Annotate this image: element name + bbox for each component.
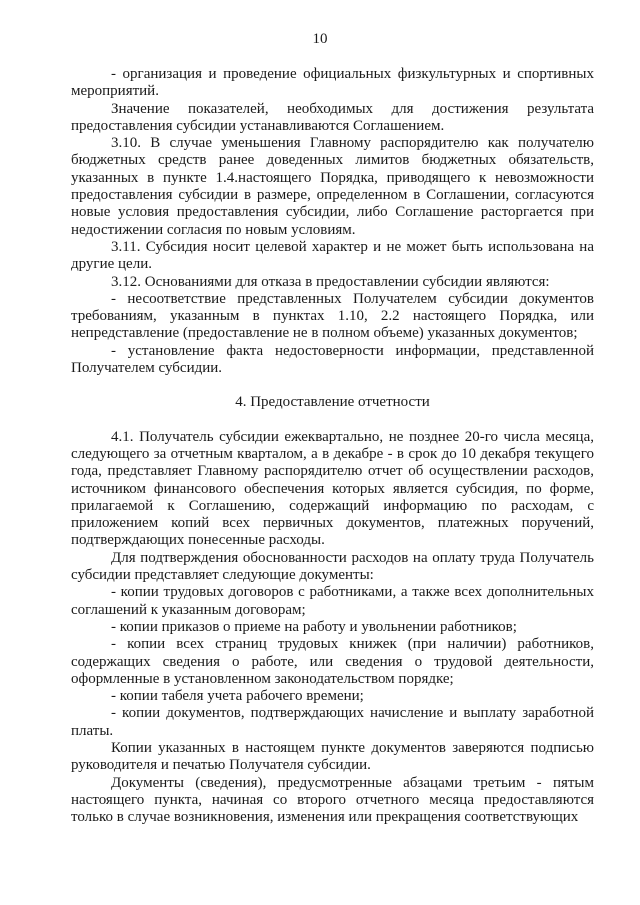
- paragraph: 3.10. В случае уменьшения Главному распорядителю как получателю бюджетных средств ранее доведенных лимитов бюджетных обязательств, указанных в пункте 1.4.настоящего Порядка, приводящего к невозможности предоставления субсидии в размере, определенном в Соглашении, согласуются новые условия предоставления субсидии, либо Соглашение расторгается при недостижении согласия по новым условиям.: [71, 135, 594, 238]
- paragraph: 3.12. Основаниями для отказа в предоставлении субсидии являются:: [111, 273, 550, 290]
- paragraph: - установление факта недостоверности информации, представленной Получателем субсидии.: [71, 342, 594, 377]
- paragraph: - организация и проведение официальных физкультурных и спортивных мероприятий.: [71, 66, 594, 100]
- paragraph: Документы (сведения), предусмотренные абзацами третьим - пятым настоящего пункта, начиная со второго отчетного месяца предоставляются только в случае возникновения, изменения или прекращения соответствующих: [71, 774, 594, 826]
- paragraph: - копии всех страниц трудовых книжек (при наличии) работников, содержащих сведения о работе, или сведения о трудовой деятельности, оформленные в установленном законодательством порядке;: [71, 636, 594, 687]
- paragraph: Значение показателей, необходимых для достижения результата предоставления субсидии устанавливаются Соглашением.: [71, 100, 594, 134]
- paragraph: Копии указанных в настоящем пункте документов заверяются подписью руководителя и печатью Получателя субсидии.: [71, 739, 594, 774]
- page-number: 10: [312, 31, 328, 47]
- paragraph: - копии документов, подтверждающих начисление и выплату заработной платы.: [71, 705, 594, 739]
- document-body: [71, 66, 594, 826]
- paragraph: Для подтверждения обоснованности расходов на оплату труда Получатель субсидии представляет следующие документы:: [71, 549, 594, 584]
- paragraph: - несоответствие представленных Получателем субсидии документов требованиям, указанным в пунктах 1.10, 2.2 настоящего Порядка, или непредставление (предоставление не в полном объеме) указанных документов;: [71, 290, 594, 342]
- paragraph: - копии табеля учета рабочего времени;: [111, 688, 364, 705]
- paragraph: - копии трудовых договоров с работниками, а также всех дополнительных соглашений к указанным договорам;: [71, 584, 594, 618]
- paragraph: 4.1. Получатель субсидии ежеквартально, не позднее 20-го числа месяца, следующего за отчетным кварталом, а в декабре - в срок до 10 декабря текущего года, представляет Главному распорядителю отчет об осуществлении расходов, источником финансового обеспечения которых является субсидия, по форме, прилагаемой к Соглашению, содержащий информацию по расходам, с приложением копий всех первичных документов, платежных поручений, подтверждающих понесенные расходы.: [71, 428, 594, 549]
- paragraph: 3.11. Субсидия носит целевой характер и не может быть использована на другие цели.: [71, 238, 594, 273]
- section-heading: 4. Предоставление отчетности: [235, 394, 430, 411]
- paragraph: - копии приказов о приеме на работу и увольнении работников;: [111, 618, 517, 635]
